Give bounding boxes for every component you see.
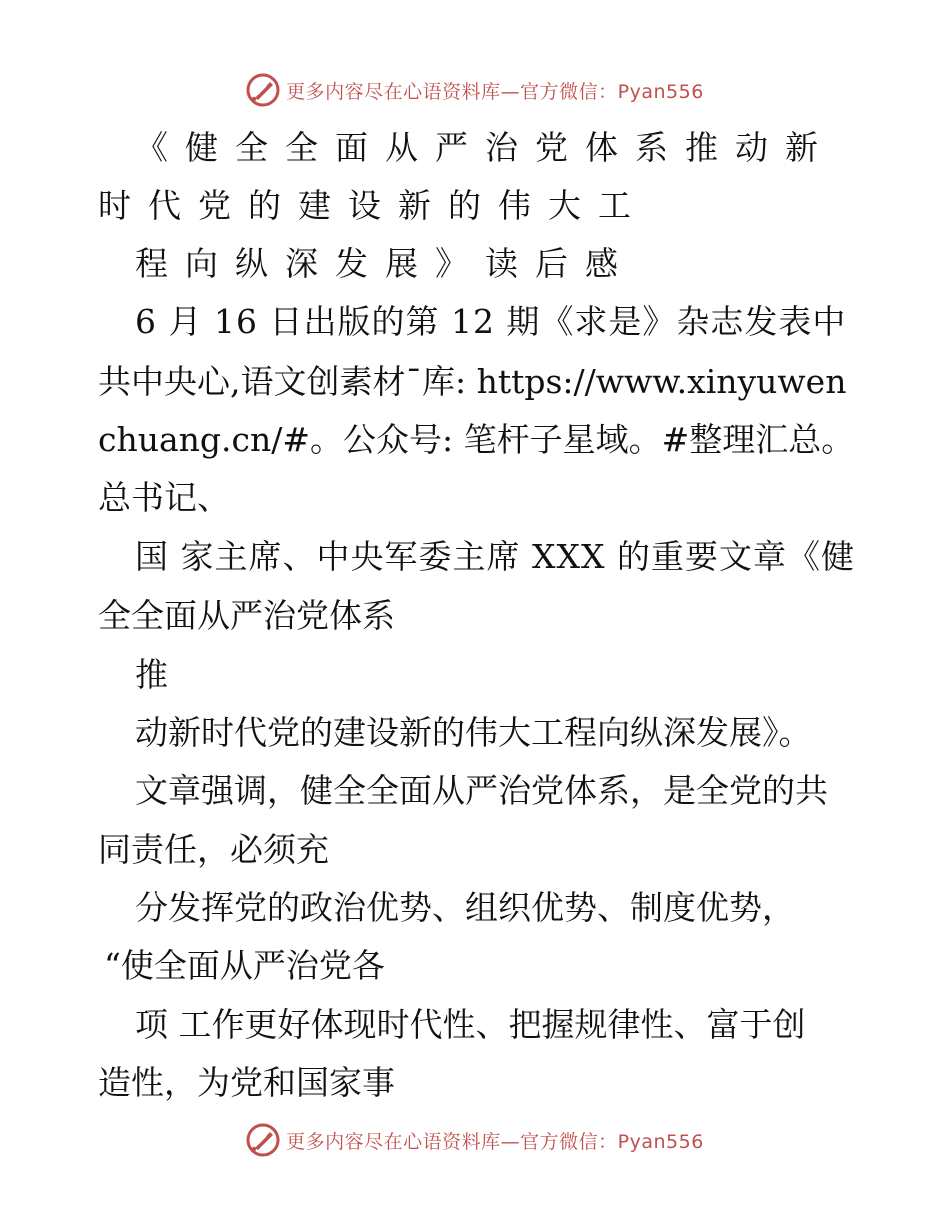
paragraph-line: 共中央心,语文创素材¯库: https://www.xinyuwen <box>98 362 847 401</box>
footer-banner <box>0 1120 950 1160</box>
banner-text: 更多内容尽在心语资料库—官方微信：Pyan556 <box>286 80 704 103</box>
paragraph-line: 推 <box>135 655 168 694</box>
banner-text: 更多内容尽在心语资料库—官方微信：Pyan556 <box>286 1130 704 1153</box>
paragraph-line: 总书记、 <box>98 478 230 517</box>
paragraph-line: 同责任，必须充 <box>98 830 329 869</box>
paragraph-line: 文章强调，健全全面从严治党体系，是全党的共 <box>135 771 828 810</box>
title-line-1: 《健全全面从严治党体系推动新 <box>135 128 835 167</box>
paragraph-line: “使全面从严治党各 <box>104 946 385 985</box>
paragraph-line: 项 工作更好体现时代性、把握规律性、富于创 <box>135 1005 806 1044</box>
paragraph-line: 国 家主席、中央军委主席 XXX 的重要文章《健 <box>135 537 855 576</box>
paragraph-line: 动新时代党的建设新的伟大工程向纵深发展》。 <box>135 713 812 752</box>
title-line-3: 程向纵深发展》读后感 <box>135 244 635 283</box>
paragraph-line: 造性，为党和国家事 <box>98 1063 395 1102</box>
paragraph-line: chuang.cn/#。公众号: 笔杆子星域。#整理汇总。 <box>98 420 855 459</box>
paragraph-line: 分发挥党的政治优势、组织优势、制度优势， <box>135 888 795 927</box>
paragraph-line: 全全面从严治党体系 <box>98 596 395 635</box>
title-line-2: 时代党的建设新的伟大工 <box>98 186 648 225</box>
quill-logo-icon <box>246 1123 280 1157</box>
paragraph-line: 6 月 16 日出版的第 12 期《求是》杂志发表中 <box>135 302 847 341</box>
